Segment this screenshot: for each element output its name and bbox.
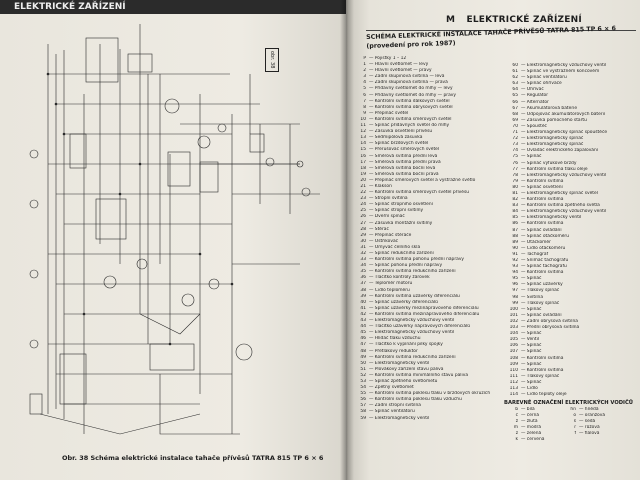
legend-entry-number: 66 xyxy=(512,99,518,105)
legend-entry-number: 14 xyxy=(360,141,366,147)
legend-column-left xyxy=(352,56,512,422)
legend-entry-number: 88 xyxy=(512,233,518,239)
legend-entry-text: — Čidlo xyxy=(521,385,538,391)
legend-entry-number: 105 xyxy=(509,337,518,343)
wire-color-name: — fialová xyxy=(579,431,600,437)
legend-entry-text: — Stropní svítilna xyxy=(369,196,408,202)
legend-entry-text: — Spínač uzávěrky xyxy=(521,282,563,288)
legend-entry-text: — Kontrolní svítilna xyxy=(521,270,564,276)
legend-entry-text: — Přídavný světlomet do mlhy — pravý xyxy=(369,92,456,98)
legend-entry-text: — Zásuvka pomocného startu xyxy=(521,117,587,123)
legend-entry-text: — Kontrolní svítilna minimálního stavu paliva xyxy=(369,372,469,378)
legend-entry-text: — Tlačítko kontroly žárovek xyxy=(369,275,430,281)
legend-entry-text: — Spínač zpětného světlometu xyxy=(369,378,438,384)
legend-entry-text: — Elektromagnetický vzduchový ventil xyxy=(521,63,607,68)
legend-entry-number: 32 xyxy=(360,251,366,256)
legend-entry-number: 99 xyxy=(512,300,518,306)
legend-entry-text: — Dveřní spínač xyxy=(369,214,405,220)
legend-entry-number: 57 xyxy=(360,403,366,409)
legend-entry-number: 89 xyxy=(512,239,518,245)
legend-entry-text: — Přepínač světel xyxy=(369,110,409,116)
legend-entry-text: — Spínač pohonu přední nápravy xyxy=(369,263,443,269)
legend-entry-number: 114 xyxy=(509,392,518,398)
legend-entry-text: — Pojistky 1 – 12 xyxy=(369,56,407,61)
wire-color-name: — zelená xyxy=(521,431,542,437)
legend-entry-number: 112 xyxy=(509,379,518,385)
wire-color-name: — modrá xyxy=(521,424,542,430)
legend-entry-number: 8 xyxy=(363,104,366,110)
legend-entry-text: — Teploměr motoru xyxy=(369,281,413,287)
figure-caption: Obr. 38 Schéma elektrické instalace tahače přívěsů TATRA 815 TP 6 × 6 xyxy=(62,454,324,462)
legend-entry-number: 31 xyxy=(360,244,366,250)
wire-color-name: — červená xyxy=(521,437,545,443)
legend-entry-text: — Kontrolní svítilna poklesu tlaku v brzdových okruzích xyxy=(369,391,491,397)
wire-color-code: f xyxy=(574,431,576,437)
legend-entry-text: — Ostřikovač xyxy=(369,238,399,244)
legend-entry-number: 49 xyxy=(360,354,366,360)
legend-entry-text: — Přepínač stěrače xyxy=(369,232,412,238)
section-letter: M xyxy=(446,15,456,25)
legend-entry-text: — Snímač tachografu xyxy=(521,258,569,263)
legend-entry-number: 96 xyxy=(512,282,518,288)
legend-entry-text: — Kontrolní svítilna xyxy=(521,367,564,373)
wire-color-name: — černá xyxy=(521,412,540,418)
legend-entry-number: 81 xyxy=(512,190,518,196)
legend-entry-number: 102 xyxy=(509,318,518,324)
legend-entry-number: 65 xyxy=(512,93,518,99)
legend-entry-number: 47 xyxy=(360,342,366,348)
legend-entry-number: 30 xyxy=(360,238,366,244)
legend-entry-number: 56 xyxy=(360,397,366,403)
legend-entry-text: — Spínač uzávěrky diferenciálů xyxy=(369,299,438,305)
legend-entry-number: 76 xyxy=(512,160,518,166)
legend-entry-text: — Spínač ovládání xyxy=(521,227,562,233)
legend-entry-text: — Tlačítko uzávěrky nápravových diferenciálů xyxy=(369,324,471,330)
legend-entry-text: — Zadní obrysová svítilna xyxy=(521,318,578,324)
legend-entry-number: 91 xyxy=(512,251,518,257)
legend-entry-text: — Klakson xyxy=(369,183,392,189)
legend-entry-text: — Zásuvka montážní svítilny xyxy=(369,220,433,226)
legend-entry-number: 77 xyxy=(512,166,518,172)
legend-entry-number: 108 xyxy=(509,355,518,361)
section-title: ELEKTRICKÉ ZAŘÍZENÍ xyxy=(466,15,582,25)
legend-entry-number: 6 xyxy=(363,92,366,98)
legend-entry-number: 26 xyxy=(360,214,366,220)
legend-entry-text: — Spínač xyxy=(521,349,542,355)
legend-entry-text: — Alternátor xyxy=(521,99,549,105)
legend-entry-number: 2 xyxy=(363,68,366,74)
legend-entry-text: — Kontrolní svítilna poklesu tlaku vzduchu xyxy=(369,397,462,403)
wire-color-name: — bílá xyxy=(521,406,535,412)
legend-entry-text: — Tlakový spínač xyxy=(521,288,560,294)
legend-entry-text: — Spínač ventilátoru xyxy=(369,409,415,415)
legend-entry-text: — Spínač osvětlení xyxy=(521,184,563,190)
legend-entry-text: — Spínač xyxy=(521,331,542,337)
legend-entry-text: — Spínač xyxy=(521,276,542,282)
legend-entry-number: 41 xyxy=(360,305,366,311)
legend-entry-number: 44 xyxy=(360,324,366,330)
legend-entry-text: — Spínač uzávěrky mezinápravového diferenciálu xyxy=(369,305,479,311)
legend-entry-text: — Spínač tachografu xyxy=(521,264,567,270)
legend-entry-number: 3 xyxy=(363,74,366,80)
legend-entry-number: 71 xyxy=(512,130,518,136)
legend-entry-number: 29 xyxy=(360,232,366,238)
legend-entry-text: — Elektromagnetický spínač spouštěče xyxy=(521,130,608,136)
legend-entry-number: 92 xyxy=(512,258,518,263)
legend-entry-text: — Hlavní světlomet — pravý xyxy=(369,68,432,74)
left-running-header: ELEKTRICKÉ ZAŘÍZENÍ xyxy=(0,0,346,14)
wire-color-code: o xyxy=(573,412,576,418)
legend-entry-number: 25 xyxy=(360,208,366,214)
legend-entry-number: 42 xyxy=(360,311,366,317)
wire-color-name: — růžová xyxy=(579,424,600,430)
wire-color-code: k xyxy=(515,437,518,443)
legend-entry-text: — Kontrolní svítilna xyxy=(521,178,564,184)
legend-entry-text: — Čidlo teploměru xyxy=(369,287,410,293)
legend-entry-number: 48 xyxy=(360,348,366,354)
legend-entry-number: 17 xyxy=(360,159,366,165)
wire-color-code: š xyxy=(573,418,576,424)
right-running-header xyxy=(446,15,636,25)
legend-entry-text: — Elektromagnetický vzduchový ventil xyxy=(369,318,455,324)
title-line-1: SCHÉMA ELEKTRICKÉ INSTALACE TAHAČE PŘÍVĚSŮ TATRA 815 TP 6 × 6 xyxy=(366,25,617,41)
legend-entry-number: 62 xyxy=(512,75,518,81)
legend-entry-number: 18 xyxy=(360,165,366,171)
wire-color-code: b xyxy=(515,406,518,412)
wire-color-code: hn xyxy=(570,406,576,412)
legend-entry-number: 69 xyxy=(512,117,518,123)
legend-entry-number: 75 xyxy=(512,154,518,160)
wire-color-name: — oranžová xyxy=(579,412,606,418)
legend-entry-text: — Kontrolní svítilna redukčního zařízení xyxy=(369,354,456,360)
legend-entry-number: 94 xyxy=(512,270,518,276)
legend-entry-text: — Plovákový zařízení stavu paliva xyxy=(369,366,444,372)
legend-entries-right xyxy=(504,63,636,398)
legend-entry-number: 45 xyxy=(360,330,366,336)
legend-entry-number: 4 xyxy=(363,80,366,86)
legend-entry-text: — Spínač xyxy=(521,379,542,385)
legend-entry-text: — Spouštěč xyxy=(521,123,547,129)
title-line-2: (provedení pro rok 1987) xyxy=(366,39,456,50)
legend-entry-text: — Spínač ohřívače xyxy=(521,81,562,87)
wire-color-code: z xyxy=(515,431,518,437)
legend-entry-number: 101 xyxy=(509,312,518,318)
legend-entry-text: — Zpětný světlomet xyxy=(369,385,414,391)
legend-entry-number: 59 xyxy=(360,415,366,421)
legend-entry-number: 70 xyxy=(512,123,518,129)
legend-entry-text: — Přerušovač směrových světel xyxy=(369,147,440,153)
legend-entry-number: 61 xyxy=(512,69,518,75)
wire-color-name: — hnědá xyxy=(579,406,599,412)
legend-entry-number: 55 xyxy=(360,391,366,397)
legend-entry-text: — Kontrolní svítilna dálkových světel xyxy=(369,98,450,104)
wire-color-entry xyxy=(562,431,620,437)
legend-entry-number: 60 xyxy=(512,63,518,68)
legend-entry-text: — Kontrolní svítilna mezinápravového diferenciálu xyxy=(369,311,480,317)
legend-entry-number: 98 xyxy=(512,294,518,300)
legend-entry-number: 107 xyxy=(509,349,518,355)
legend-entry-text: — Ohřívač xyxy=(521,87,544,93)
wiring-diagram xyxy=(0,14,340,450)
legend-entry-number: 90 xyxy=(512,245,518,251)
legend-entry-text: — Hlavní světlomet — levý xyxy=(369,62,429,68)
legend-entry-text: — Elektromagnetický spínač světel xyxy=(521,190,598,196)
legend-entry-text: — Elektromagnetický ventil xyxy=(369,415,430,421)
wire-colors-title: BAREVNÉ OZNAČENÍ ELEKTRICKÝCH VODIČŮ xyxy=(504,400,633,407)
legend-entry-text: — Kontrolní svítilna xyxy=(521,197,564,203)
legend-entry-number: 84 xyxy=(512,209,518,215)
legend-entry-text: — Odpojovač akumulátorových baterií xyxy=(521,111,606,117)
legend-entry-number: 28 xyxy=(360,226,366,232)
legend-entry-text: — Kontrolní svítilna redukčního zařízení xyxy=(369,269,456,275)
legend-entry-number: 74 xyxy=(512,148,518,154)
legend-entry xyxy=(352,416,512,422)
legend-entry-text: — Elektromagnetický vzduchový ventil xyxy=(369,330,455,336)
wire-color-code: ž xyxy=(515,418,518,424)
legend-entry-number: 10 xyxy=(360,116,366,122)
legend-entry-text: — Ovladač elektrického zapalování xyxy=(521,148,598,154)
legend-entry-text: — Zadní skupinová svítilna — pravá xyxy=(369,80,448,86)
legend-entry-number: 7 xyxy=(363,98,366,104)
legend-entry-text: — Kontrolní svítilna obrysových světel xyxy=(369,104,453,110)
wire-color-code: m xyxy=(513,424,518,430)
legend-entry-number: 53 xyxy=(360,378,366,384)
legend-entry-text: — Elektromagnetický vzduchový ventil xyxy=(521,209,607,215)
legend-entry-number: 22 xyxy=(360,190,366,196)
legend-entry-text: — Elektromagnetický ventil xyxy=(521,215,582,221)
legend-entry-number: 33 xyxy=(360,257,366,263)
legend-entry-number: 40 xyxy=(360,299,366,305)
legend-entry-text: — Hlídač tlaku vzduchu xyxy=(369,336,421,342)
legend-entry-text: — Spínač ve výstražném koncovém xyxy=(521,69,600,75)
legend-entry-text: — Tachograf xyxy=(521,251,549,257)
legend-entry-number: 68 xyxy=(512,111,518,117)
legend-entry-number: 79 xyxy=(512,178,518,184)
legend-entry-text: — Svítilna xyxy=(521,294,544,300)
legend-entry-text: — Směrová svítilna přední pravá xyxy=(369,159,441,165)
legend-entry-text: — Sedmipólová zásuvka xyxy=(369,135,423,141)
legend-column-right xyxy=(504,63,636,443)
legend-entry-text: — Kontrolní svítilna uzávěrky diferenciálu xyxy=(369,293,460,299)
legend-entry-text: — Zadní skupinová svítilna — levá xyxy=(369,74,445,80)
legend-entry-number: 11 xyxy=(360,123,366,129)
legend-entry-number: 106 xyxy=(509,343,518,349)
legend-entry-text: — Elektromagnetický ventil xyxy=(369,360,430,366)
legend-entry-text: — Zásuvka osvětlení přívěsu xyxy=(369,129,433,135)
legend-entry-number: 78 xyxy=(512,172,518,178)
legend-entry-number: 111 xyxy=(509,373,518,379)
legend-entry-text: — Tlakový spínač xyxy=(521,373,560,379)
legend-entry xyxy=(504,392,636,398)
legend-entry-text: — Spínač stropního osvětlení xyxy=(369,202,433,208)
legend-entry-text: — Kontrolní svítilna zpětného světla xyxy=(521,203,600,209)
legend-entry-number: 23 xyxy=(360,196,366,202)
legend-entry-number: 113 xyxy=(509,385,518,391)
legend-entry-number: 34 xyxy=(360,263,366,269)
legend-entry-number: 36 xyxy=(360,275,366,281)
legend-entry-number: 109 xyxy=(509,361,518,367)
legend-entry-text: — Omyvač čelního skla xyxy=(369,244,421,250)
legend-entry-number: 100 xyxy=(509,306,518,312)
legend-entry-number: 9 xyxy=(363,110,366,116)
figure-stamp: obr. 38 xyxy=(265,48,279,72)
legend-entry-text: — Spínač přídavných světel do mlhy xyxy=(369,123,450,129)
wire-color-code: č xyxy=(515,412,518,418)
wire-color-code: r xyxy=(574,424,576,430)
legend-entry-number: 20 xyxy=(360,177,366,183)
wire-colors-table xyxy=(504,407,636,444)
legend-entry-number: 54 xyxy=(360,385,366,391)
legend-entry-number: 46 xyxy=(360,336,366,342)
legend-entry-text: — Spínač xyxy=(521,361,542,367)
legend-entry-number: 87 xyxy=(512,227,518,233)
legend-entry-number: 73 xyxy=(512,142,518,148)
legend-entry-text: — Přepínač směrových světel a výstražné světlo xyxy=(369,177,476,183)
legend-entry-number: 16 xyxy=(360,153,366,159)
legend-entry-number: 104 xyxy=(509,331,518,337)
legend-entry-text: — Spínač xyxy=(521,306,542,312)
legend-entry-number: 72 xyxy=(512,136,518,142)
legend-entry-number: 35 xyxy=(360,269,366,275)
legend-entry-number: 21 xyxy=(360,183,366,189)
legend-entry-text: — Přetlakový reduktor xyxy=(369,348,418,354)
legend-entry-text: — Spínač výfukové brzdy xyxy=(521,160,577,166)
legend-entry-text: — Směrová svítilna boční pravá xyxy=(369,171,439,177)
legend-entry-text: — Kontrolní svítilna směrových světel přívěsu xyxy=(369,190,470,196)
legend-entry-text: — Přední obrysová svítilna xyxy=(521,325,580,331)
legend-entry-text: — Ventil xyxy=(521,337,540,343)
legend-entry-number: 15 xyxy=(360,147,366,153)
wire-color-name: — žlutá xyxy=(521,418,538,424)
legend-entry-number: 37 xyxy=(360,281,366,287)
legend-entry-text: — Kontrolní svítilna směrových světel xyxy=(369,116,452,122)
legend-entry-text: — Spínač stropní svítilny xyxy=(369,208,424,214)
legend-entry-text: — Čidlo otáčkoměru xyxy=(521,245,566,251)
legend-entry-number: 82 xyxy=(512,197,518,203)
legend-entry-text: — Kontrolní svítilna pohonu přední nápravy xyxy=(369,257,465,263)
legend-entry-number: 64 xyxy=(512,87,518,93)
legend-entry-text: — Tlačítko k vypínání pilky spojky xyxy=(369,342,443,348)
legend-entry-text: — Směrová svítilna přední levá xyxy=(369,153,438,159)
legend-entry-number: 24 xyxy=(360,202,366,208)
legend-entry-number: 93 xyxy=(512,264,518,270)
legend-entry-text: — Elektromagnetický spínač xyxy=(521,142,584,148)
legend-entry-text: — Kontrolní svítilna tlaku oleje xyxy=(521,166,588,172)
wire-color-name: — šedá xyxy=(579,418,596,424)
legend-entry-text: — Zadní stropní svítilna xyxy=(369,403,421,409)
legend-entry-number: 51 xyxy=(360,366,366,372)
legend-entry-text: — Čidlo teploty oleje xyxy=(521,392,567,398)
legend-entry-number: P xyxy=(363,56,366,61)
legend-entry-text: — Směrová svítilna boční levá xyxy=(369,165,436,171)
legend-entry-text: — Otáčkoměr xyxy=(521,239,551,245)
legend-entry-text: — Spínač brzdových světel xyxy=(369,141,429,147)
legend-entry-number: 85 xyxy=(512,215,518,221)
legend-entry-text: — Regulátor xyxy=(521,93,549,99)
legend-entry-text: — Spínač ventilátoru xyxy=(521,75,567,81)
legend-entry-number: 38 xyxy=(360,287,366,293)
legend-entry-number: 52 xyxy=(360,372,366,378)
legend-entry-number: 110 xyxy=(509,367,518,373)
legend-entry-number: 86 xyxy=(512,221,518,227)
legend-entry-number: 27 xyxy=(360,220,366,226)
legend-entry-number: 95 xyxy=(512,276,518,282)
legend-entry-text: — Spínač redukčního zařízení xyxy=(369,251,434,256)
legend-entry-text: — Akumulátorová baterie xyxy=(521,105,578,111)
legend-entry-number: 12 xyxy=(360,129,366,135)
legend-entry-text: — Přídavný světlomet do mlhy — levý xyxy=(369,86,453,92)
legend-entry-text: — Kontrolní svítilna xyxy=(521,355,564,361)
wire-color-entry xyxy=(504,437,562,443)
legend-entry-text: — Spínač otáčkoměru xyxy=(521,233,570,239)
legend-entry-number: 97 xyxy=(512,288,518,294)
legend-entry-number: 80 xyxy=(512,184,518,190)
legend-entry-number: 63 xyxy=(512,81,518,87)
legend-entry-number: 13 xyxy=(360,135,366,141)
legend-entry-number: 19 xyxy=(360,171,366,177)
legend-entry-number: 43 xyxy=(360,318,366,324)
legend-entry-number: 39 xyxy=(360,293,366,299)
legend-entry-number: 58 xyxy=(360,409,366,415)
legend-entry-text: — Tlakový spínač xyxy=(521,300,560,306)
legend-entry-text: — Kontrolní svítilna xyxy=(521,221,564,227)
legend-entry-number: 50 xyxy=(360,360,366,366)
legend-entry-number: 5 xyxy=(363,86,366,92)
legend-entry-text: — Spínač xyxy=(521,154,542,160)
legend-entry-number: 67 xyxy=(512,105,518,111)
legend-entry-number: 1 xyxy=(363,62,366,68)
legend-entry-text: — Spínač ovládání xyxy=(521,312,562,318)
legend-entry-text: — Elektromagnetický spínač xyxy=(521,136,584,142)
legend-entry-number: 83 xyxy=(512,203,518,209)
legend-entry-text: — Elektromagnetický vzduchový ventil xyxy=(521,172,607,178)
legend-entry-number: 103 xyxy=(509,325,518,331)
legend-entry-text: — Stěrač xyxy=(369,226,389,232)
legend-entry-text: — Spínač xyxy=(521,343,542,349)
